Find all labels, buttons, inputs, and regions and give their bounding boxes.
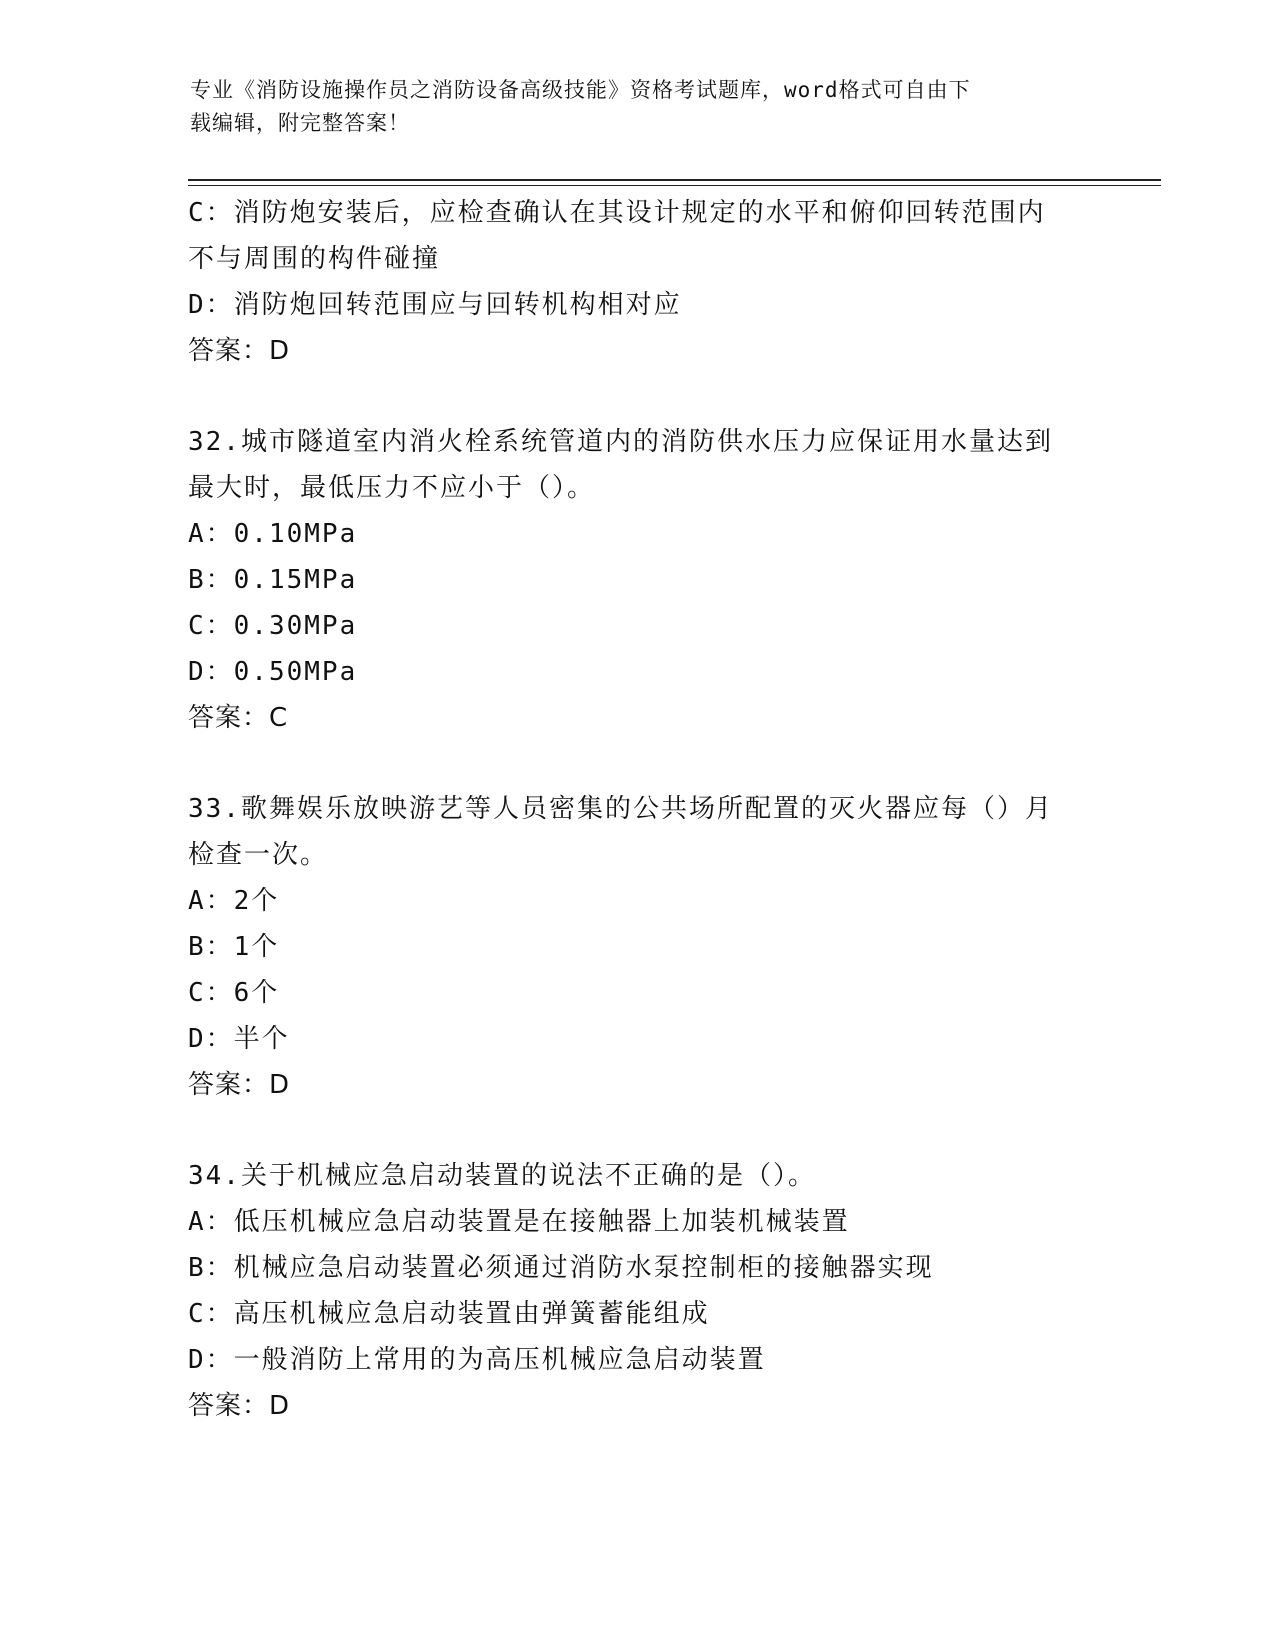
question-content (188, 190, 1088, 1429)
answer: 答案：C (188, 703, 289, 733)
option-d: D：0.50MPa (188, 657, 358, 687)
document-header (190, 74, 1070, 140)
question-stem: 34.关于机械应急启动装置的说法不正确的是（）。 (188, 1161, 816, 1191)
option-d: D：消防炮回转范围应与回转机构相对应 (188, 290, 682, 320)
header-divider-thin (188, 185, 1161, 186)
question-stem-continued: 检查一次。 (188, 840, 329, 870)
header-divider-thick (188, 179, 1161, 181)
answer: 答案：D (188, 1391, 291, 1421)
option-c: C：高压机械应急启动装置由弹簧蓄能组成 (188, 1299, 710, 1329)
option-a: A：低压机械应急启动装置是在接触器上加装机械装置 (188, 1207, 850, 1237)
option-b: B：0.15MPa (188, 565, 358, 595)
question-stem: 33.歌舞娱乐放映游艺等人员密集的公共场所配置的灭火器应每（）月 (188, 794, 1053, 824)
header-line-2: 载编辑，附完整答案！ (190, 111, 410, 135)
option-d: D：半个 (188, 1024, 290, 1054)
answer: 答案：D (188, 336, 291, 366)
option-b: B：机械应急启动装置必须通过消防水泵控制柜的接触器实现 (188, 1253, 934, 1283)
question-31-continued (188, 190, 1088, 374)
header-line-1: 专业《消防设施操作员之消防设备高级技能》资格考试题库，word格式可自由下 (190, 78, 971, 102)
option-a: A：0.10MPa (188, 519, 358, 549)
option-b: B：1个 (188, 932, 280, 962)
question-32 (188, 419, 1088, 741)
question-34 (188, 1153, 1088, 1429)
question-33 (188, 786, 1088, 1108)
option-c: C：6个 (188, 978, 280, 1008)
question-stem-continued: 最大时，最低压力不应小于（）。 (188, 473, 596, 503)
option-c: C：消防炮安装后，应检查确认在其设计规定的水平和俯仰回转范围内 (188, 198, 1046, 228)
option-d: D：一般消防上常用的为高压机械应急启动装置 (188, 1345, 766, 1375)
option-c: C：0.30MPa (188, 611, 358, 641)
answer: 答案：D (188, 1070, 291, 1100)
option-c-continued: 不与周围的构件碰撞 (188, 244, 441, 274)
question-stem: 32.城市隧道室内消火栓系统管道内的消防供水压力应保证用水量达到 (188, 427, 1053, 457)
option-a: A：2个 (188, 886, 280, 916)
